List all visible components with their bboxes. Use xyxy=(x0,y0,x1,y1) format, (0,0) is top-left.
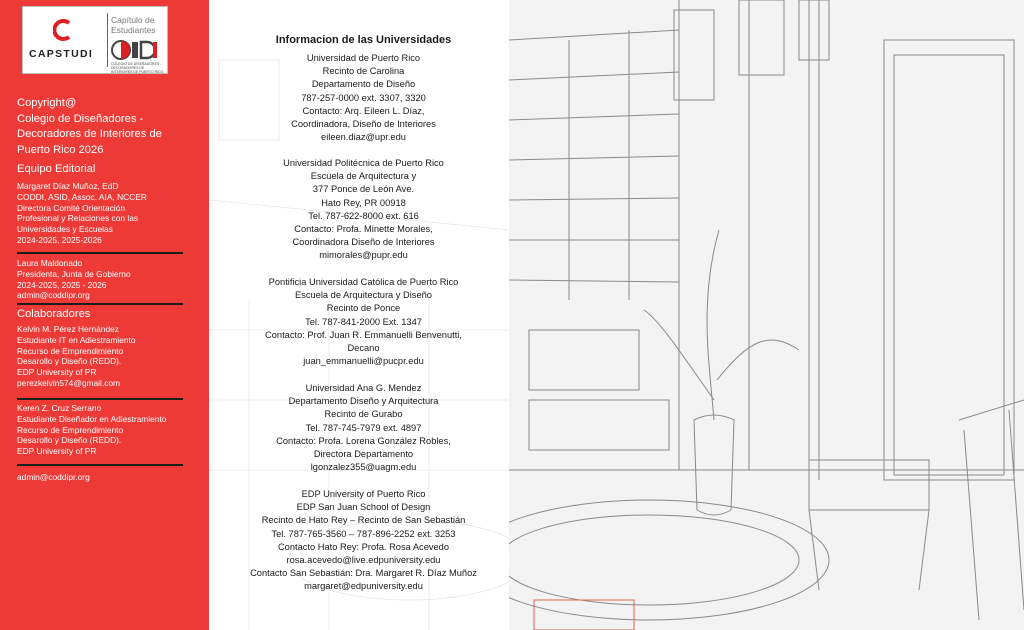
equipo-editorial-heading: Equipo Editorial xyxy=(17,163,96,175)
logo-divider xyxy=(107,13,108,67)
capstudi-logo xyxy=(22,6,168,74)
logo-capitulo-text: Capítulo de Estudiantes xyxy=(111,15,156,35)
university-upr: Universidad de Puerto Rico Recinto de Carolina Departamento de Diseño 787-257-0000 ext. 3307, 3320 Contacto: Arq. Eileen L. Díaz, Coordinadora, Diseño de Interiores eileen.diaz@upr.edu xyxy=(291,53,436,143)
capstudi-c-icon xyxy=(53,19,75,41)
sidebar xyxy=(0,0,209,630)
university-edp: EDP University of Puerto Rico EDP San Juan School of Design Recinto de Hato Rey – Recinto de San Sebastián Tel. 787-765-3560 – 787-896-2252 ext. 3253 Contacto Hato Rey: Profa. Rosa Acevedo rosa.acevedo@live.edpuniversity.edu Contacto San Sebastián: Dra. Margaret R. Díaz Muñoz margaret@edpuniversity.edu xyxy=(250,489,477,592)
colaborador-block-2: Keren Z. Cruz Serrano Estudiante Diseñador en Adiestramiento Recurso de Emprendimiento Desarollo y Diseño (REDD). EDP University of PR xyxy=(17,403,167,457)
interior-sketch-illustration xyxy=(509,0,1024,630)
equipo-block-1: Margaret Díaz Muñoz, EdD CODDI, ASID, Assoc. AIA, NCCER Directora Comité Orientación Profesional y Relaciones con las Universidades y Escuelas 2024-2025, 2025-2026 xyxy=(17,181,147,245)
coddi-mark-icon xyxy=(111,39,159,61)
universities-panel xyxy=(209,0,509,630)
interior-sketch-icon xyxy=(509,0,1024,630)
info-title: Informacion de las Universidades xyxy=(275,34,452,46)
divider-rule xyxy=(17,464,183,466)
equipo-block-2: Laura Maldonado Presidenta, Junta de Gobierno 2024-2025, 2025 - 2026 admin@coddipr.org xyxy=(17,258,131,301)
sidebar-email: admin@coddipr.org xyxy=(17,472,90,482)
colaborador-block-1: Kelvin M. Pérez Hernández Estudiante IT en Adiestramiento Recurso de Emprendimiento Desarollo y Diseño (REDD). EDP University of PR perezkelvin574@gmail.com xyxy=(17,324,136,388)
logo-brand-text: CAPSTUDI xyxy=(29,48,94,60)
divider-rule xyxy=(17,303,183,305)
copyright-block: Copyright@ Colegio de Diseñadores - Decoradores de Interiores de Puerto Rico 2026 xyxy=(17,97,162,156)
logo-fine-print: COLEGIO DE DISEÑADORES - DECORADORES DE INTERIORES DE PUERTO RICO xyxy=(111,62,164,74)
divider-rule xyxy=(17,252,183,254)
university-pucpr: Pontificia Universidad Católica de Puerto Rico Escuela de Arquitectura y Diseño Recinto de Ponce Tel. 787-841-2000 Ext. 1347 Contacto: Prof. Juan R. Emmanuelli Benvenutti, Decano juan_emmanuelli@pucpr.edu xyxy=(265,277,462,367)
university-pupr: Universidad Politécnica de Puerto Rico Escuela de Arquitectura y 377 Ponce de León Ave. Hato Rey, PR 00918 Tel. 787-622-8000 ext. 616 Contacto: Profa. Minette Morales, Coordinadora Diseño de Interiores mimorales@pupr.edu xyxy=(283,158,444,261)
divider-rule xyxy=(17,398,183,400)
colaboradores-heading: Colaboradores xyxy=(17,308,91,320)
university-uagm: Universidad Ana G. Mendez Departamento Diseño y Arquitectura Recinto de Gurabo Tel. 787-745-7979 ext. 4897 Contacto: Profa. Lorena González Robles, Directora Departamento lgonzalez355@uagm.edu xyxy=(276,383,451,473)
